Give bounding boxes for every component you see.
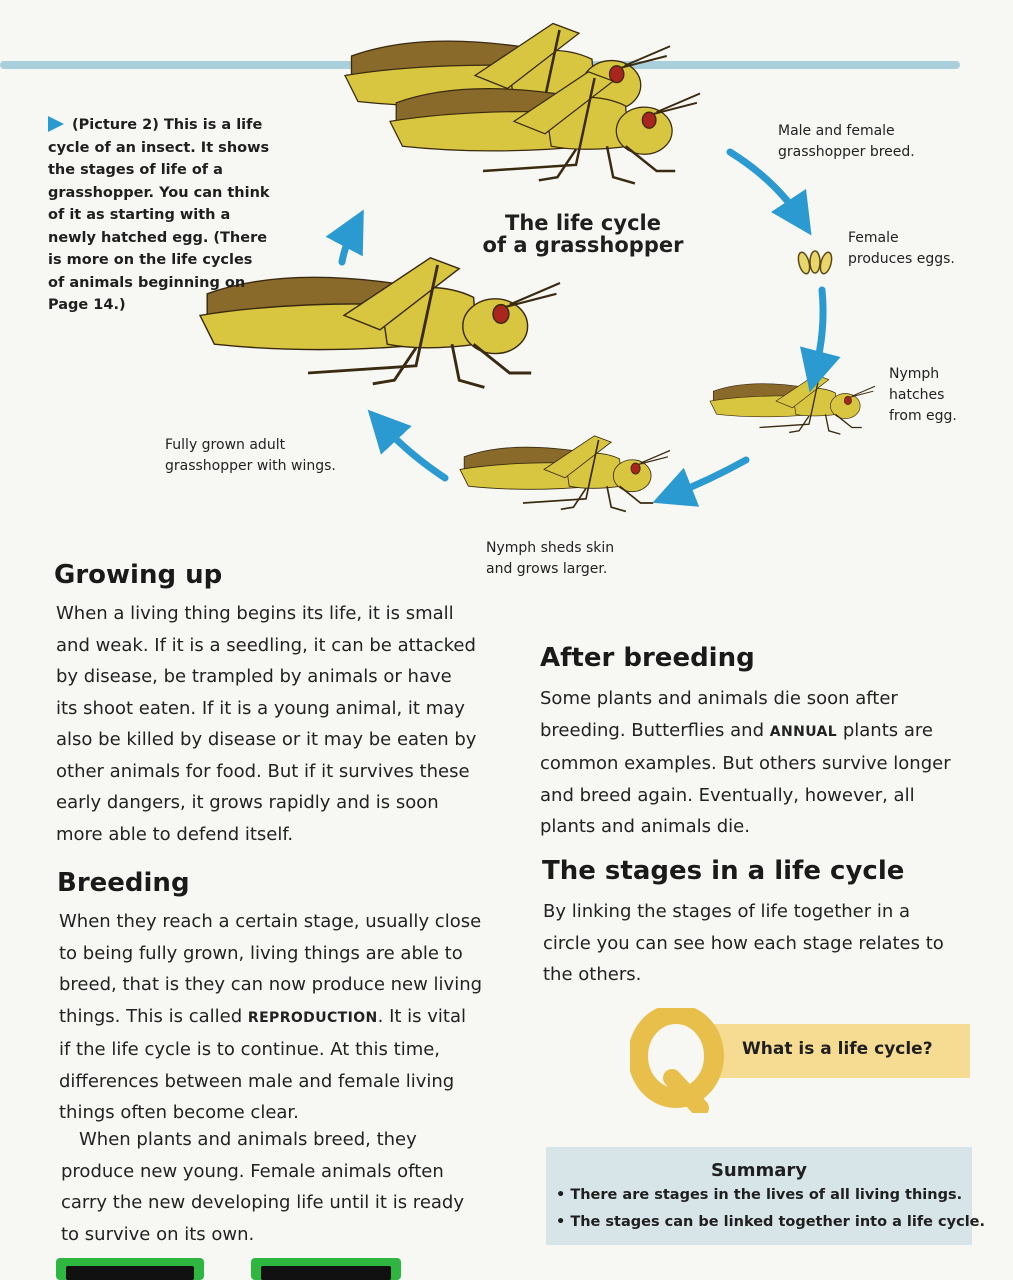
text-line: and breed again. Eventually, however, all (540, 784, 915, 806)
question-text: What is a life cycle? (742, 1039, 933, 1059)
caption-pointer-icon (48, 116, 64, 132)
text-line: breed, that is they can now produce new living (59, 974, 483, 995)
label-hatch-line-3: from egg. (889, 408, 957, 424)
label-adult-line-2: grasshopper with wings. (165, 458, 336, 474)
text-line: produce new young. Female animals often (61, 1160, 444, 1182)
label-breeding (778, 121, 998, 163)
text-span: things. This is called (59, 1005, 248, 1027)
label-eggs (848, 228, 988, 270)
summary-item-text: The stages can be linked together into a life cycle. (570, 1214, 986, 1230)
text-line: When plants and animals breed, they (61, 1129, 417, 1150)
glossary-term-reproduction: REPRODUCTION (247, 1009, 378, 1026)
heading-stages: The stages in a life cycle (542, 856, 905, 886)
paragraph-growing-up (56, 598, 506, 850)
text-line: circle you can see how each stage relates to (543, 932, 944, 954)
paragraph-stages (543, 896, 973, 991)
text-line (540, 715, 980, 749)
label-breeding-line-2: grasshopper breed. (778, 144, 915, 160)
text-line: common examples. But others survive longer (540, 753, 951, 774)
text-line: and weak. If it is a seedling, it can be attacked (56, 634, 476, 656)
arrow-to-larger-nymph-icon (672, 460, 746, 495)
text-span: breeding. Butterflies and (540, 719, 770, 741)
diagram-title (478, 212, 688, 256)
text-line: Some plants and animals die soon after (540, 688, 898, 709)
glossary-term-annual: ANNUAL (769, 723, 838, 740)
label-eggs-line-1: Female (848, 230, 899, 246)
text-line: carry the new developing life until it is ready (61, 1192, 464, 1213)
label-hatch-line-1: Nymph (889, 366, 940, 382)
eggs-icon (796, 251, 833, 275)
bottom-button-left[interactable] (56, 1258, 204, 1280)
summary-title: Summary (710, 1160, 808, 1181)
caption-text: (Picture 2) This is a life cycle of an insect. It shows the stages of life of a grasshopper. You can think of it as starting with a newly hatched egg. (There is more on the life cycles of animals beginning on Page 14.) (48, 117, 270, 313)
question-q-icon (630, 1008, 725, 1113)
label-breeding-line-1: Male and female (778, 123, 895, 139)
text-line: its shoot eaten. If it is a young animal, it may (56, 697, 465, 719)
paragraph-after-breeding (540, 683, 980, 843)
larger-nymph-grasshopper (460, 436, 670, 512)
label-adult-line-1: Fully grown adult (165, 437, 286, 453)
picture-caption (48, 114, 273, 317)
text-line: plants and animals die. (540, 816, 750, 837)
text-line: early dangers, it grows rapidly and is soon (56, 792, 439, 813)
summary-item: • There are stages in the lives of all living things. (556, 1187, 963, 1203)
diagram-title-line-1: The life cycle (505, 211, 661, 235)
text-span: plants are (837, 719, 933, 741)
nymph-grasshopper (710, 375, 875, 434)
heading-breeding: Breeding (57, 868, 190, 898)
text-line: by disease, be trampled by animals or have (56, 666, 452, 687)
text-line: the others. (543, 964, 642, 985)
label-hatch (889, 364, 999, 427)
text-line: to being fully grown, living things are able to (59, 942, 463, 964)
text-line: other animals for food. But if it survives these (56, 760, 470, 782)
text-line: differences between male and female living (59, 1070, 455, 1092)
heading-growing-up: Growing up (54, 560, 223, 590)
label-sheds-skin (486, 538, 696, 580)
breeding-pair-grasshopper (345, 24, 700, 184)
text-line: more able to defend itself. (56, 823, 294, 845)
text-line (59, 1001, 509, 1035)
text-line: When a living thing begins its life, it is small (56, 603, 454, 624)
text-line: By linking the stages of life together in a (543, 901, 911, 922)
bottom-button-right[interactable] (251, 1258, 401, 1280)
text-line: to survive on its own. (61, 1223, 255, 1245)
text-span: . It is vital (377, 1005, 466, 1027)
label-adult (165, 435, 395, 477)
arrow-to-nymph-icon (815, 290, 823, 372)
text-line: things often become clear. (59, 1102, 299, 1123)
arrow-to-breeding-icon (342, 228, 354, 262)
label-hatch-line-2: hatches (889, 387, 945, 403)
label-eggs-line-2: produces eggs. (848, 251, 955, 267)
diagram-title-line-2: of a grasshopper (482, 233, 684, 257)
text-line: if the life cycle is to continue. At this time, (59, 1039, 441, 1060)
heading-after-breeding: After breeding (540, 643, 755, 673)
text-line: When they reach a certain stage, usually close (59, 911, 482, 932)
text-line: also be killed by disease or it may be eaten by (56, 729, 477, 750)
label-sheds-line-1: Nymph sheds skin (486, 540, 615, 556)
paragraph-breeding-2 (61, 1124, 511, 1250)
paragraph-breeding (59, 906, 509, 1129)
summary-item: • The stages can be linked together into a life cycle. (556, 1214, 986, 1230)
label-sheds-line-2: and grows larger. (486, 561, 608, 577)
summary-item-text: There are stages in the lives of all living things. (570, 1187, 963, 1203)
